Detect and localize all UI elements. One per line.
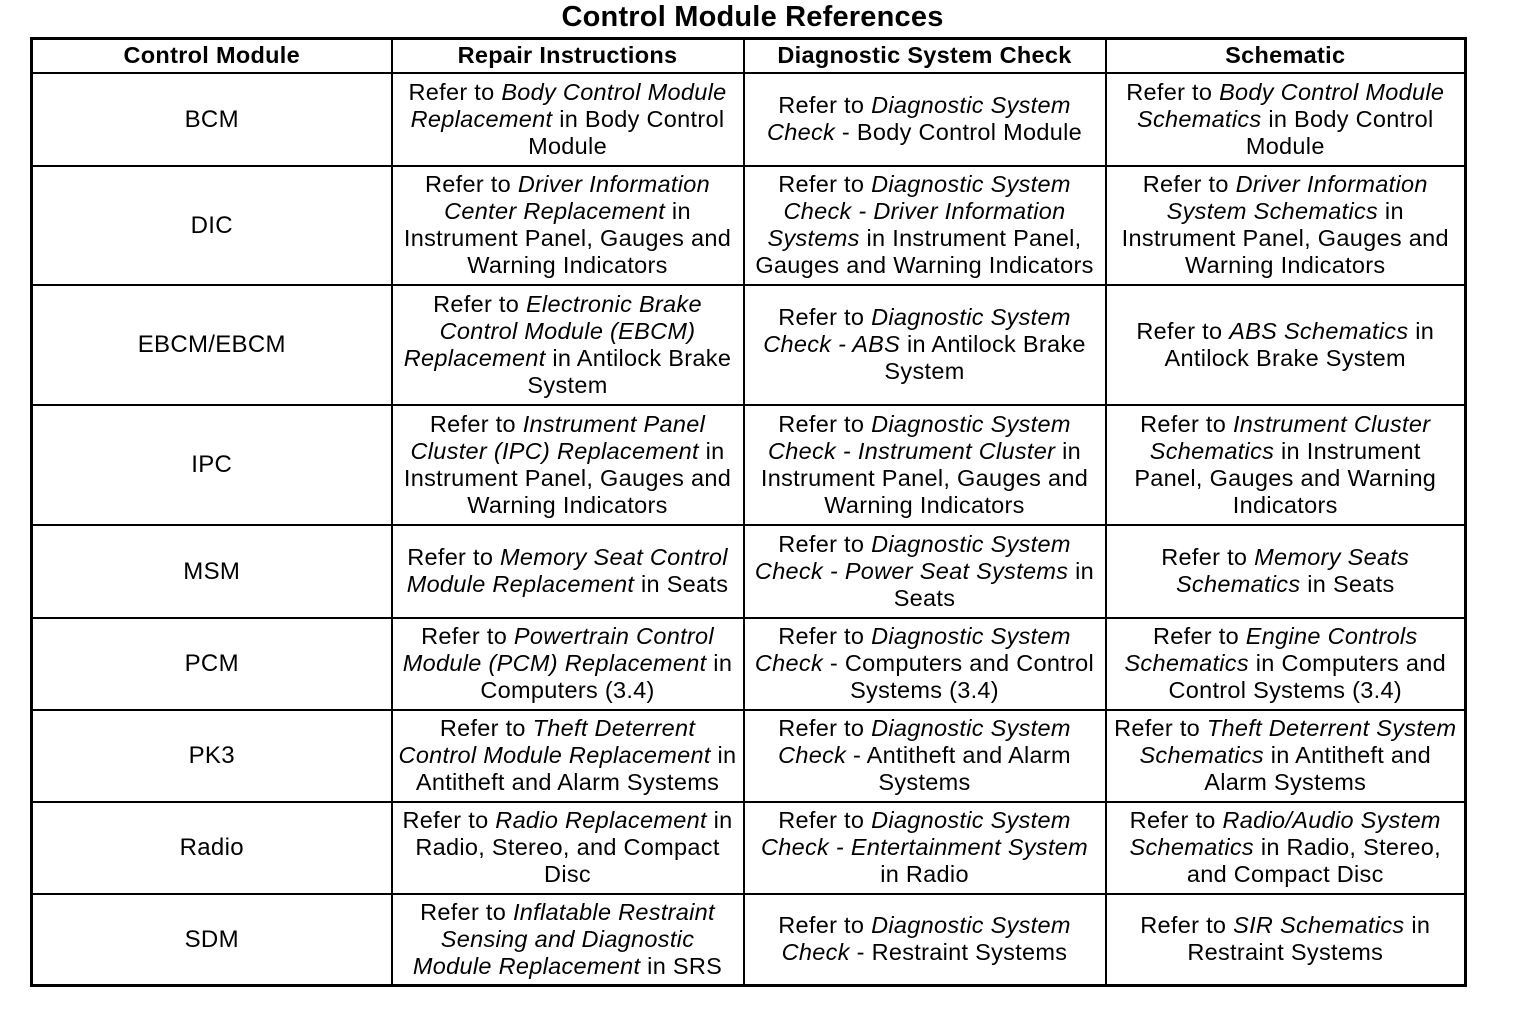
reference-link-title: Diagnostic System Check - Driver Information Systems [767,171,1071,251]
reference-text [761,411,1088,518]
reference-text-segment: in Antitheft and Alarm Systems [1204,742,1432,795]
control-module-cell: SDM [32,894,392,986]
reference-link-title: Electronic Brake Control Module (EBCM) Replacement [403,290,702,371]
table-row [32,405,1466,525]
schematic-cell [1106,405,1466,525]
control-module-cell: DIC [32,166,392,285]
header-repair-instructions: Repair Instructions [392,39,744,73]
diagnostic-check-cell [744,405,1106,525]
reference-text-segment: in Radio, Stereo, and Compact Disc [415,807,733,887]
table-row [32,710,1466,802]
reference-text-segment: in Seats [634,571,729,597]
diagnostic-check-cell [744,525,1106,618]
reference-text-segment: Refer to [1161,544,1255,570]
repair-instructions-cell [392,802,744,894]
reference-text-segment: in Antitheft and Alarm Systems [415,742,737,795]
repair-instructions-cell [392,405,744,525]
reference-text-segment: in Computers (3.4) [480,650,733,703]
reference-text-segment: in Body Control Module [528,105,725,159]
reference-text [1161,544,1409,597]
reference-link-title: Memory Seat Control Module Replacement [406,544,728,597]
reference-link-title: Driver Information Center Replacement [444,171,710,224]
reference-link-title: Diagnostic System Check - Power Seat Systems [754,530,1071,584]
reference-text-segment: Refer to [778,304,872,330]
reference-text-segment: Refer to [439,715,533,741]
reference-text-segment: in Instrument Panel, Gauges and Warning Indicators [403,437,732,518]
reference-text-segment: Refer to [778,171,872,197]
repair-instructions-cell [392,710,744,802]
reference-text [755,531,1094,611]
reference-text-segment: in Antilock Brake System [1164,317,1435,371]
schematic-cell [1106,525,1466,618]
reference-text [399,715,737,795]
reference-link-title: Body Control Module Replacement [410,78,727,132]
reference-text-segment: Refer to [425,171,518,197]
reference-text-segment: in Restraint Systems [1187,912,1431,966]
reference-text [755,171,1093,278]
reference-text-segment: Refer to [420,898,513,925]
reference-text [755,623,1094,703]
reference-text-segment: Refer to [1114,715,1207,741]
reference-text-segment: in Computers and Control Systems (3.4) [1168,650,1447,703]
schematic-cell [1106,802,1466,894]
repair-instructions-cell [392,894,744,986]
control-module-cell: Radio [32,802,392,894]
reference-text-segment: in Seats [1300,571,1395,597]
control-module-table [30,37,1467,987]
repair-instructions-cell [392,166,744,285]
page-title: Control Module References [561,1,944,33]
diagnostic-check-cell [744,73,1106,166]
schematic-cell [1106,73,1466,166]
table-row [32,285,1466,405]
diagnostic-check-cell [744,802,1106,894]
reference-text-segment: Refer to [778,912,872,939]
reference-link-title: Diagnostic System Check [778,715,1071,768]
reference-link-title: Diagnostic System Check - ABS [763,304,1071,357]
reference-text [1126,79,1444,159]
reference-text-segment: in Instrument Panel, Gauges and Warning Indicators [1134,437,1437,518]
reference-text-segment: Refer to [778,530,872,557]
table-row [32,894,1466,986]
table-row [32,525,1466,618]
control-module-cell: MSM [32,525,392,618]
reference-link-title: Diagnostic System Check - Instrument Cluster [767,410,1071,464]
reference-link-title: Radio/Audio System Schematics [1129,807,1441,860]
reference-text [1124,623,1446,703]
repair-instructions-cell [392,285,744,405]
reference-text [1140,912,1430,965]
reference-link-title: Diagnostic System Check [754,623,1071,676]
reference-text [763,304,1086,384]
reference-text [402,807,732,887]
reference-link-title: Powertrain Control Module (PCM) Replacement [402,623,714,676]
reference-text-segment: Refer to [1152,623,1246,649]
reference-link-title: Driver Information System Schematics [1166,171,1428,224]
repair-instructions-cell [392,525,744,618]
reference-text-segment: Refer to [1142,171,1236,197]
reference-text-segment: in Seats [893,557,1095,611]
reference-link-title: ABS Schematics [1229,317,1409,344]
reference-link-title: Diagnostic System Check - Entertainment System [760,807,1089,860]
table-row [32,73,1466,166]
reference-text-segment: - Antitheft and Alarm Systems [846,742,1071,795]
reference-text [413,899,722,979]
reference-text-segment: Refer to [778,410,872,437]
reference-text-segment: Refer to [778,807,872,833]
reference-text [1130,807,1441,887]
reference-text-segment: in Instrument Panel, Gauges and Warning Indicators [403,198,732,278]
reference-text-segment: in Body Control Module [1245,105,1434,159]
schematic-cell [1106,618,1466,710]
schematic-cell [1106,285,1466,405]
reference-link-title: Theft Deterrent Control Module Replacement [398,715,711,768]
schematic-cell [1106,166,1466,285]
table-body [32,73,1466,986]
control-module-cell: IPC [32,405,392,525]
repair-instructions-cell [392,618,744,710]
reference-text [1136,318,1434,371]
reference-link-title: Radio Replacement [495,807,707,833]
table-row [32,166,1466,285]
control-module-cell: PCM [32,618,392,710]
schematic-cell [1106,894,1466,986]
reference-text-segment: Refer to [778,92,872,118]
reference-link-title: Engine Controls Schematics [1124,623,1418,676]
reference-text-segment: Refer to [429,410,523,437]
reference-text-segment: Refer to [1140,912,1234,939]
schematic-cell [1106,710,1466,802]
repair-instructions-cell [392,73,744,166]
reference-link-title: Diagnostic System Check [781,912,1071,966]
reference-link-title: Body Control Module Schematics [1137,78,1445,132]
reference-text [404,291,731,398]
reference-text [767,92,1082,145]
reference-text-segment: Refer to [1129,807,1223,833]
reference-text [407,544,729,597]
reference-text [1114,715,1456,795]
reference-text-segment: Refer to [408,78,502,105]
reference-text-segment: in Instrument Panel, Gauges and Warning Indicators [1121,198,1449,278]
header-diagnostic-system-check: Diagnostic System Check [744,39,1106,73]
reference-text-segment: Refer to [421,623,514,649]
reference-link-title: Instrument Cluster Schematics [1149,410,1431,464]
reference-text [778,912,1071,965]
diagnostic-check-cell [744,710,1106,802]
reference-text-segment: Refer to [1126,78,1220,105]
reference-text [761,807,1088,887]
reference-text-segment: Refer to [1140,410,1233,437]
reference-text-segment: Refer to [407,544,501,570]
reference-text-segment: Refer to [402,807,496,833]
reference-text-segment: in Antilock Brake System [527,344,732,398]
reference-text [404,171,731,278]
diagnostic-check-cell [744,894,1106,986]
reference-text-segment: in SRS [640,952,723,979]
reference-text-segment: in Antilock Brake System [884,331,1086,384]
reference-text-segment: Refer to [433,290,526,317]
reference-link-title: Instrument Panel Cluster (IPC) Replacement [410,410,706,464]
reference-link-title: Theft Deterrent System Schematics [1139,715,1457,768]
reference-text-segment: Refer to [778,623,872,649]
header-control-module: Control Module [32,39,392,73]
control-module-cell: BCM [32,73,392,166]
table-row [32,802,1466,894]
control-module-cell: EBCM/EBCM [32,285,392,405]
reference-text [1134,411,1436,518]
table-row [32,618,1466,710]
reference-link-title: Memory Seats Schematics [1175,544,1410,597]
diagnostic-check-cell [744,285,1106,405]
reference-link-title: SIR Schematics [1233,912,1405,939]
reference-link-title: Diagnostic System Check [766,92,1071,145]
reference-text-segment: - Restraint Systems [849,939,1068,966]
diagnostic-check-cell [744,618,1106,710]
reference-text-segment: - Body Control Module [835,119,1083,145]
reference-text [403,623,732,703]
reference-text-segment: in Instrument Panel, Gauges and Warning Indicators [760,437,1089,518]
reference-text-segment: Refer to [1136,317,1230,344]
header-schematic: Schematic [1106,39,1466,73]
reference-text [1122,171,1449,278]
diagnostic-check-cell [744,166,1106,285]
reference-text-segment: in Instrument Panel, Gauges and Warning Indicators [755,225,1094,278]
reference-text [404,411,731,518]
reference-link-title: Inflatable Restraint Sensing and Diagnostic Module Replacement [412,898,715,979]
reference-text [409,79,727,159]
reference-text-segment: - Computers and Control Systems (3.4) [823,650,1095,703]
reference-text-segment: in Radio [880,861,969,887]
table-header-row [32,39,1466,73]
reference-text-segment: in Radio, Stereo, and Compact Disc [1186,834,1441,887]
reference-text [778,715,1071,795]
reference-text-segment: Refer to [778,715,872,741]
control-module-cell: PK3 [32,710,392,802]
